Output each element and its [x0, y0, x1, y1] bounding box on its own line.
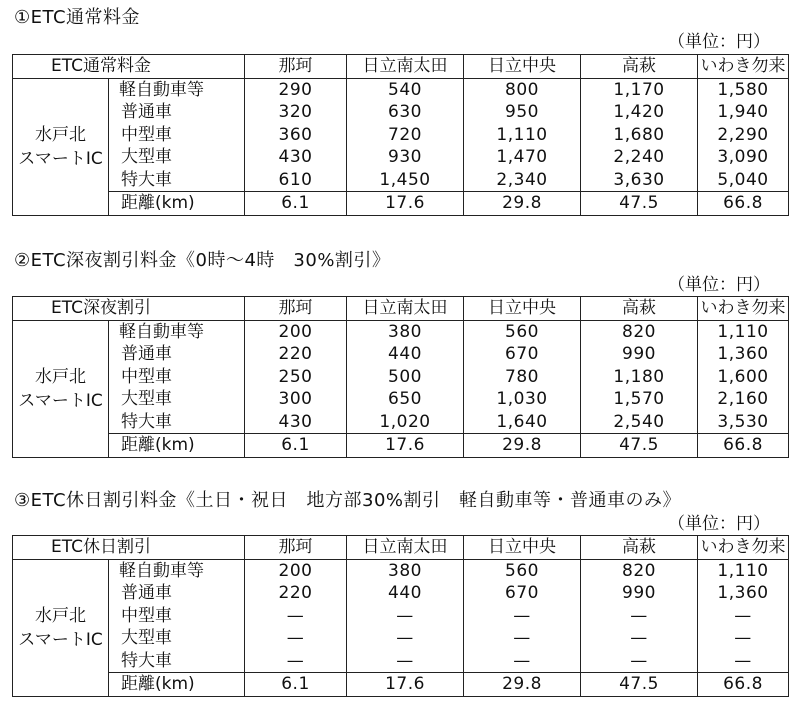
fare-cell: 1,600: [698, 366, 789, 389]
fare-cell: 990: [581, 582, 698, 605]
col-header: 那珂: [245, 536, 347, 560]
fare-cell: 2,540: [581, 411, 698, 434]
fare-cell: —: [464, 627, 581, 650]
fare-cell: —: [698, 605, 789, 628]
section-title: ①ETC通常料金: [14, 7, 141, 28]
fare-cell: 610: [245, 169, 347, 192]
fare-cell: 2,160: [698, 388, 789, 411]
vehicle-type: 中型車: [109, 124, 245, 147]
fare-cell: 1,020: [347, 411, 464, 434]
fare-cell: —: [347, 605, 464, 628]
fare-cell: 380: [347, 320, 464, 343]
vehicle-type: 特大車: [109, 169, 245, 192]
fare-cell: —: [347, 627, 464, 650]
distance-label: 距離(km): [109, 673, 245, 697]
origin-ic: スマートIC: [18, 390, 103, 411]
fare-cell: —: [245, 605, 347, 628]
fare-cell: 2,240: [581, 146, 698, 169]
fare-cell: 380: [347, 559, 464, 582]
distance-cell: 66.8: [698, 673, 789, 697]
fare-cell: —: [347, 650, 464, 673]
fare-cell: 560: [464, 559, 581, 582]
distance-cell: 29.8: [464, 673, 581, 697]
col-header: いわき勿来: [698, 55, 789, 79]
fare-cell: 540: [347, 78, 464, 101]
fare-cell: 440: [347, 343, 464, 366]
unit-label: （単位：円）: [668, 32, 770, 52]
fare-cell: 430: [245, 146, 347, 169]
row-header-origin: [13, 320, 109, 457]
col-header: 高萩: [581, 536, 698, 560]
vehicle-type: 軽自動車等: [109, 559, 245, 582]
vehicle-type: 特大車: [109, 411, 245, 434]
fare-cell: 3,530: [698, 411, 789, 434]
row-header-origin: [13, 78, 109, 215]
origin-ic: スマートIC: [18, 629, 103, 650]
fare-cell: 650: [347, 388, 464, 411]
distance-cell: 29.8: [464, 434, 581, 458]
fare-cell: 220: [245, 582, 347, 605]
fare-cell: 5,040: [698, 169, 789, 192]
col-header: いわき勿来: [698, 297, 789, 321]
fare-cell: 290: [245, 78, 347, 101]
vehicle-type: 普通車: [109, 101, 245, 124]
fare-cell: 1,640: [464, 411, 581, 434]
col-header: 日立南太田: [347, 297, 464, 321]
fare-cell: 250: [245, 366, 347, 389]
fare-cell: 500: [347, 366, 464, 389]
fare-cell: 1,580: [698, 78, 789, 101]
fare-cell: 320: [245, 101, 347, 124]
vehicle-type: 中型車: [109, 366, 245, 389]
distance-cell: 47.5: [581, 673, 698, 697]
fare-cell: 300: [245, 388, 347, 411]
section-title: ③ETC休日割引料金《土日・祝日 地方部30%割引 軽自動車等・普通車のみ》: [14, 490, 682, 511]
distance-cell: 6.1: [245, 673, 347, 697]
vehicle-type: 軽自動車等: [109, 320, 245, 343]
vehicle-type: 大型車: [109, 388, 245, 411]
fare-cell: —: [698, 627, 789, 650]
fare-cell: —: [245, 650, 347, 673]
fare-cell: 200: [245, 559, 347, 582]
fare-cell: 3,090: [698, 146, 789, 169]
fare-cell: 1,450: [347, 169, 464, 192]
row-header-origin: [13, 559, 109, 696]
fare-cell: 360: [245, 124, 347, 147]
col-header: いわき勿来: [698, 536, 789, 560]
origin-name: 水戸北: [35, 124, 86, 145]
fare-cell: 560: [464, 320, 581, 343]
col-header: 日立中央: [464, 297, 581, 321]
fare-cell: 990: [581, 343, 698, 366]
distance-cell: 47.5: [581, 434, 698, 458]
fare-cell: —: [245, 627, 347, 650]
fare-cell: 950: [464, 101, 581, 124]
fare-cell: 440: [347, 582, 464, 605]
unit-label: （単位：円）: [668, 514, 770, 534]
fare-cell: 1,110: [698, 320, 789, 343]
distance-cell: 6.1: [245, 192, 347, 216]
fare-cell: —: [581, 627, 698, 650]
vehicle-type: 普通車: [109, 343, 245, 366]
fare-cell: —: [464, 650, 581, 673]
vehicle-type: 中型車: [109, 605, 245, 628]
fare-cell: 1,110: [698, 559, 789, 582]
fare-cell: 1,360: [698, 343, 789, 366]
distance-label: 距離(km): [109, 192, 245, 216]
col-header: 那珂: [245, 297, 347, 321]
table-corner-label: ETC休日割引: [13, 536, 245, 560]
section-title: ②ETC深夜割引料金《0時～4時 30%割引》: [14, 250, 391, 271]
fare-cell: 800: [464, 78, 581, 101]
fare-cell: 220: [245, 343, 347, 366]
fare-cell: 1,420: [581, 101, 698, 124]
fare-cell: 1,680: [581, 124, 698, 147]
distance-cell: 6.1: [245, 434, 347, 458]
fare-cell: 200: [245, 320, 347, 343]
fare-cell: 1,180: [581, 366, 698, 389]
fare-cell: 630: [347, 101, 464, 124]
fare-cell: 2,340: [464, 169, 581, 192]
origin-ic: スマートIC: [18, 148, 103, 169]
fare-cell: —: [581, 605, 698, 628]
fare-cell: 1,030: [464, 388, 581, 411]
table-corner-label: ETC通常料金: [13, 55, 245, 79]
distance-cell: 17.6: [347, 673, 464, 697]
fare-cell: 670: [464, 343, 581, 366]
fare-cell: 3,630: [581, 169, 698, 192]
vehicle-type: 普通車: [109, 582, 245, 605]
fare-table: [12, 535, 789, 697]
fare-cell: 670: [464, 582, 581, 605]
vehicle-type: 大型車: [109, 627, 245, 650]
fare-cell: —: [698, 650, 789, 673]
fare-cell: 1,470: [464, 146, 581, 169]
fare-table: [12, 54, 789, 216]
table-corner-label: ETC深夜割引: [13, 297, 245, 321]
fare-cell: 1,570: [581, 388, 698, 411]
col-header: 日立中央: [464, 55, 581, 79]
vehicle-type: 大型車: [109, 146, 245, 169]
vehicle-type: 軽自動車等: [109, 78, 245, 101]
fare-cell: 780: [464, 366, 581, 389]
fare-cell: 1,360: [698, 582, 789, 605]
fare-cell: 430: [245, 411, 347, 434]
fare-cell: 930: [347, 146, 464, 169]
fare-cell: 820: [581, 320, 698, 343]
origin-name: 水戸北: [35, 605, 86, 626]
fare-cell: 1,940: [698, 101, 789, 124]
vehicle-type: 特大車: [109, 650, 245, 673]
fare-cell: —: [464, 605, 581, 628]
distance-label: 距離(km): [109, 434, 245, 458]
col-header: 高萩: [581, 297, 698, 321]
fare-cell: —: [581, 650, 698, 673]
distance-cell: 17.6: [347, 434, 464, 458]
col-header: 那珂: [245, 55, 347, 79]
distance-cell: 66.8: [698, 192, 789, 216]
distance-cell: 17.6: [347, 192, 464, 216]
fare-table: [12, 296, 789, 458]
fare-cell: 820: [581, 559, 698, 582]
distance-cell: 47.5: [581, 192, 698, 216]
fare-cell: 720: [347, 124, 464, 147]
col-header: 日立南太田: [347, 55, 464, 79]
fare-cell: 1,170: [581, 78, 698, 101]
col-header: 日立南太田: [347, 536, 464, 560]
fare-cell: 1,110: [464, 124, 581, 147]
origin-name: 水戸北: [35, 366, 86, 387]
col-header: 日立中央: [464, 536, 581, 560]
col-header: 高萩: [581, 55, 698, 79]
distance-cell: 29.8: [464, 192, 581, 216]
fare-cell: 2,290: [698, 124, 789, 147]
unit-label: （単位：円）: [668, 275, 770, 295]
distance-cell: 66.8: [698, 434, 789, 458]
